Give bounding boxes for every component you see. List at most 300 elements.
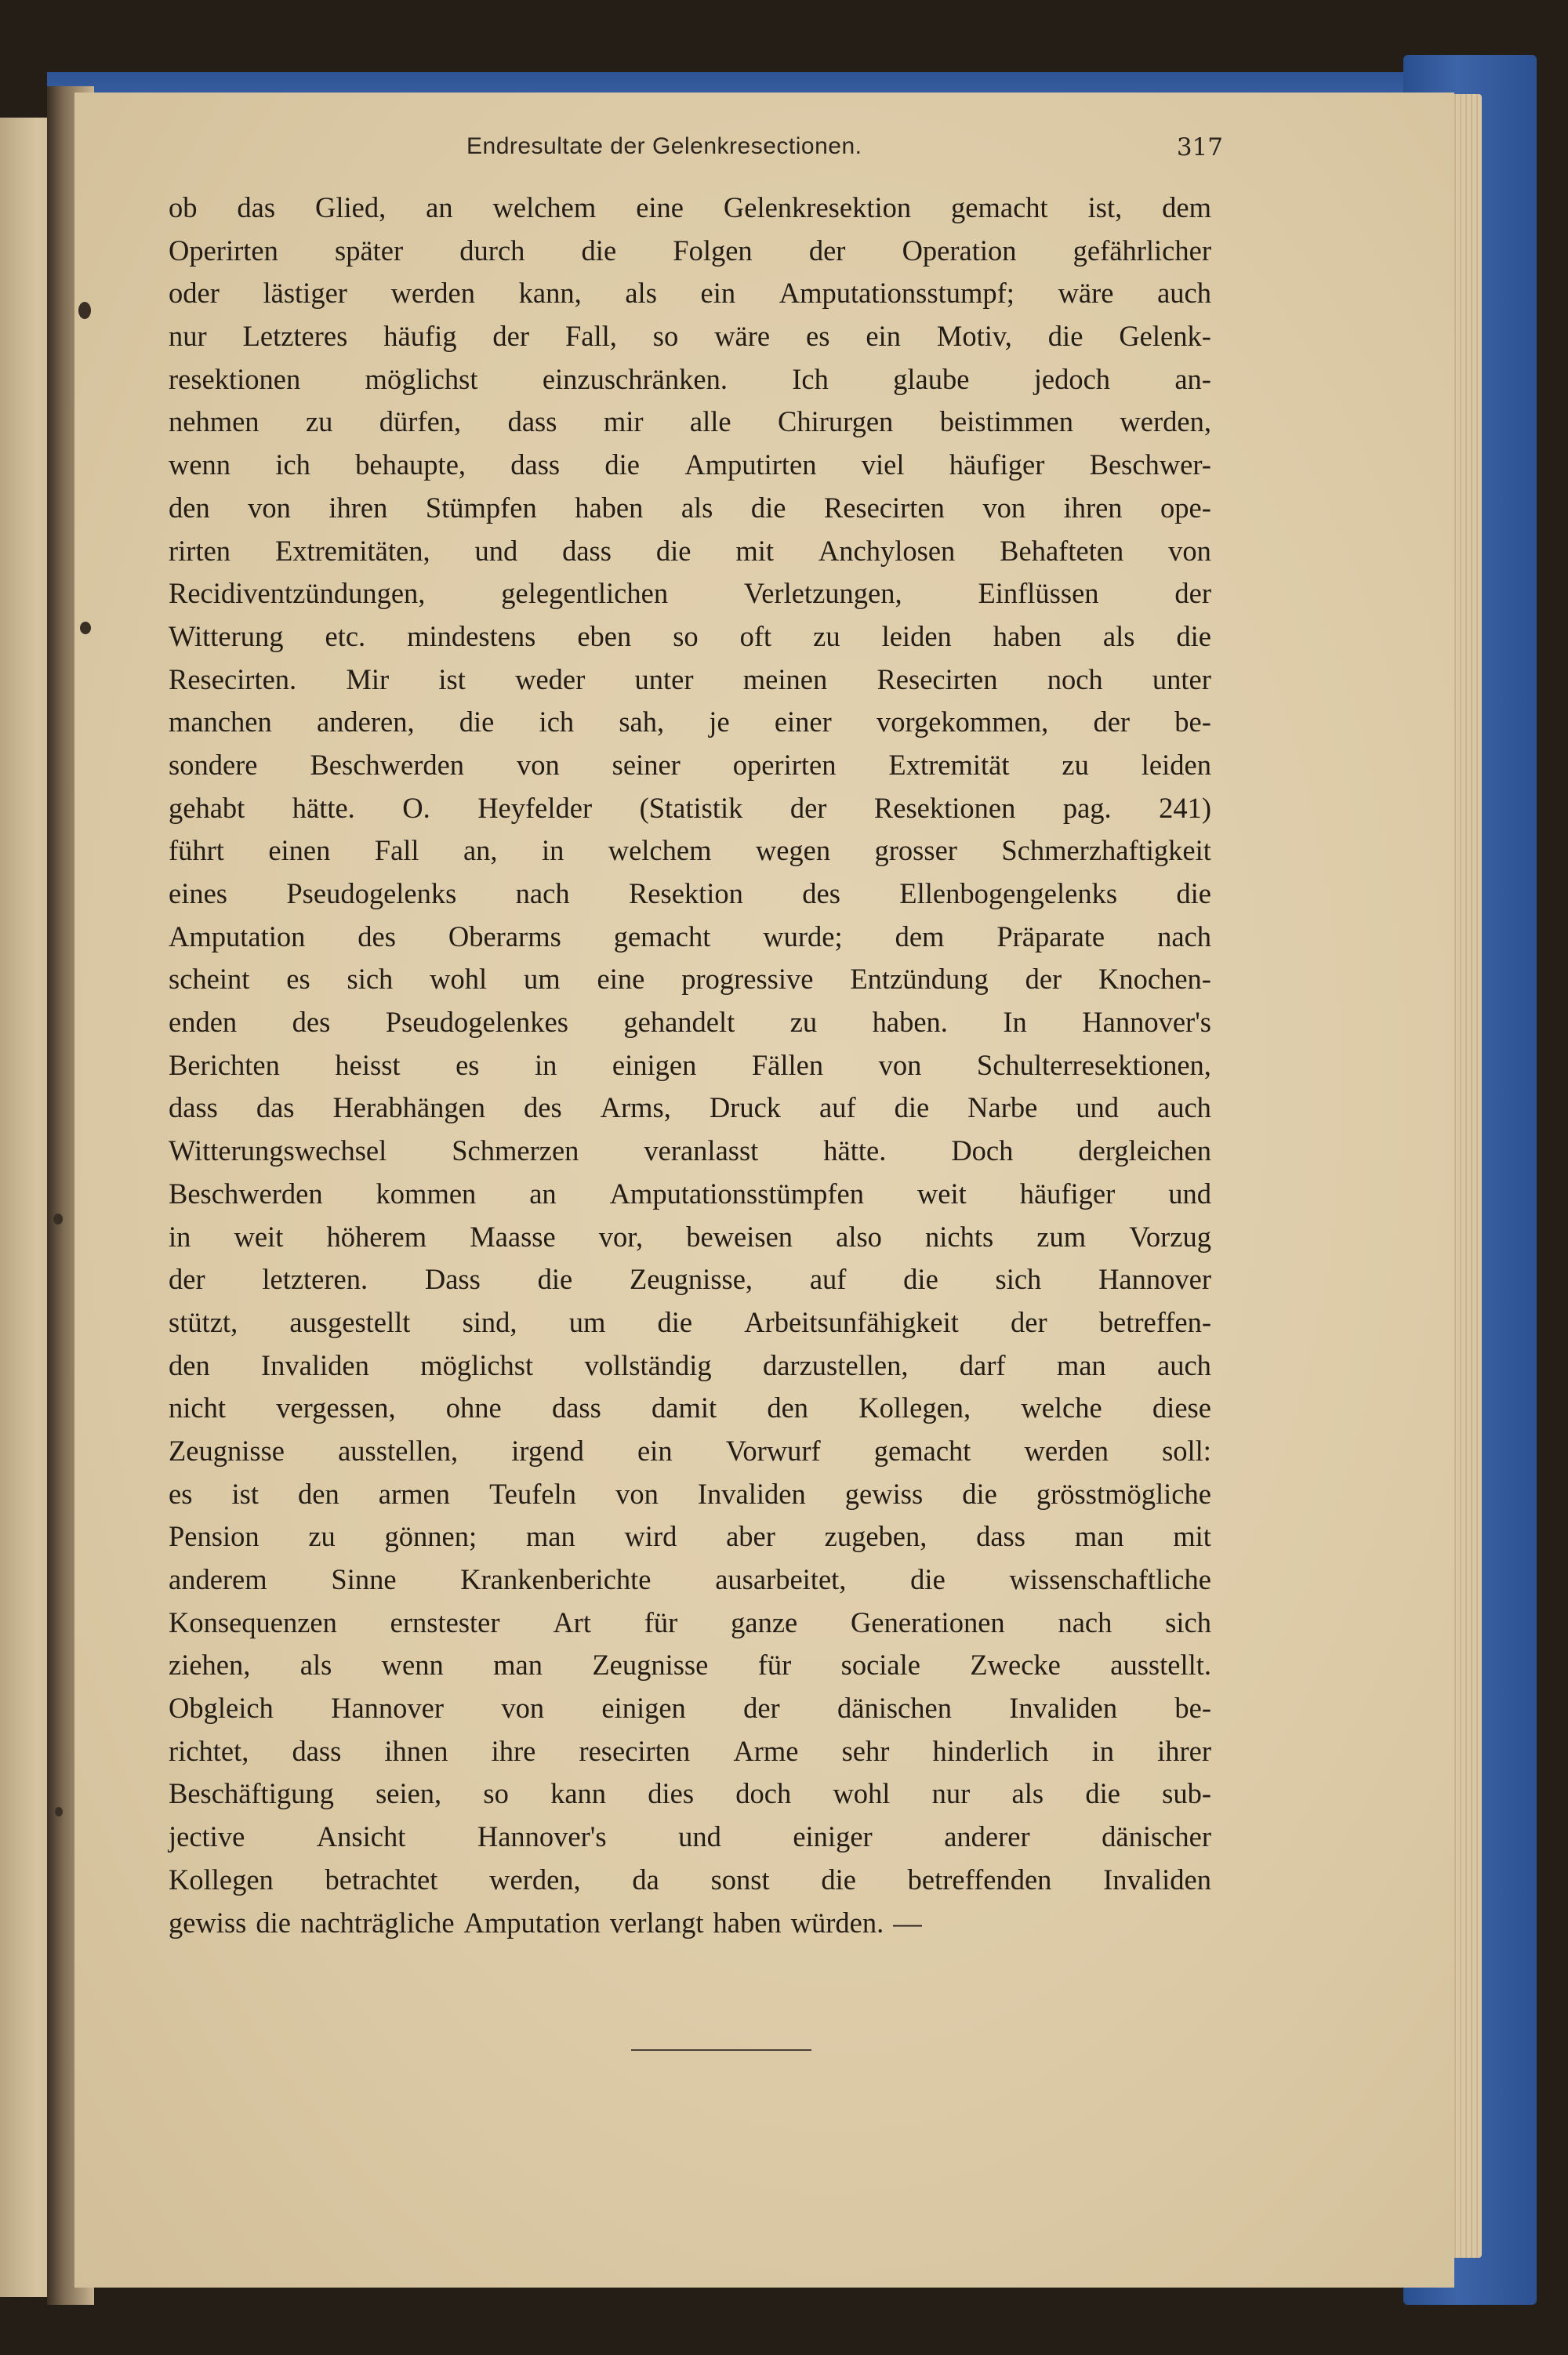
word: meinen <box>742 662 828 695</box>
text-line <box>169 1816 1211 1859</box>
word: leiden <box>1141 748 1211 781</box>
word: der <box>743 1692 780 1725</box>
word: die <box>750 491 786 524</box>
word: häufiger <box>949 448 1045 481</box>
word: sind, <box>462 1305 517 1338</box>
word: nur <box>169 320 207 353</box>
word: Arme <box>733 1734 799 1767</box>
word: zu <box>1062 748 1089 781</box>
word: gemacht <box>613 920 711 953</box>
word: rirten <box>169 534 231 567</box>
word: der <box>1174 577 1211 610</box>
word: Fall <box>374 834 419 867</box>
text-line <box>169 1087 1211 1130</box>
text-line <box>169 1559 1211 1602</box>
word: also <box>836 1220 882 1253</box>
word: die <box>821 1863 856 1896</box>
word: des <box>802 877 840 909</box>
word: würden. <box>790 1906 884 1939</box>
word: armen <box>378 1477 450 1510</box>
foxing-spot <box>80 622 91 634</box>
word: Witterung <box>169 619 284 652</box>
word: enden <box>169 1006 238 1039</box>
word: leiden <box>881 619 952 652</box>
word: wohl <box>833 1777 891 1810</box>
text-line <box>169 1130 1211 1173</box>
word: von <box>1168 534 1211 567</box>
word: ausgestellt <box>289 1305 411 1338</box>
word: des <box>358 920 396 953</box>
word: die <box>1176 619 1211 652</box>
word: mit <box>1173 1520 1211 1553</box>
word: Beschäftigung <box>169 1777 334 1810</box>
word: anderer <box>944 1820 1030 1853</box>
text-line <box>169 787 1211 830</box>
text-line <box>169 1773 1211 1816</box>
word: die <box>256 1906 291 1939</box>
word: Pension <box>169 1520 260 1553</box>
word: beistimmen <box>939 405 1074 438</box>
word: sociale <box>840 1649 920 1682</box>
word: letzteren. <box>262 1263 368 1296</box>
word: (Statistik <box>639 791 743 824</box>
word: Schulterresektionen, <box>976 1048 1211 1081</box>
word: Ich <box>792 362 829 395</box>
word: zu <box>308 1520 336 1553</box>
text-line <box>169 1216 1211 1259</box>
text-line <box>169 829 1211 873</box>
text-line <box>169 1730 1211 1773</box>
word: ist <box>231 1477 259 1510</box>
word: Gelenk- <box>1119 320 1211 353</box>
word: des <box>524 1091 562 1124</box>
word: nicht <box>169 1392 226 1424</box>
word: Knochen- <box>1098 963 1211 996</box>
word: die <box>903 1263 938 1296</box>
word: Hannover <box>331 1692 445 1725</box>
word: haben. <box>872 1006 948 1039</box>
word: wohl <box>430 963 488 996</box>
word: seien, <box>376 1777 442 1810</box>
word: Schmerzhaftigkeit <box>1001 834 1211 867</box>
text-line <box>169 1902 1211 1945</box>
word: Resecirten <box>877 662 998 695</box>
word: für <box>757 1649 792 1682</box>
word: vollständig <box>584 1348 712 1381</box>
word: die <box>537 1263 573 1296</box>
word: man <box>493 1649 543 1682</box>
word: auch <box>1157 1348 1211 1381</box>
word: den <box>169 1348 210 1381</box>
word: doch <box>735 1777 792 1810</box>
word: einzuschränken. <box>542 362 728 395</box>
word: wegen <box>755 834 831 867</box>
word: welche <box>1021 1392 1102 1424</box>
word: sub- <box>1162 1777 1211 1810</box>
word: so <box>652 320 679 353</box>
word: auch <box>1157 1091 1211 1124</box>
page-number: 317 <box>1176 133 1223 161</box>
word: Beschwerden <box>169 1177 323 1210</box>
word: Pseudogelenkes <box>385 1006 568 1039</box>
word: man <box>525 1520 575 1553</box>
word: in <box>535 1048 557 1081</box>
text-line <box>169 444 1211 487</box>
word: von <box>248 491 291 524</box>
text-line <box>169 572 1211 615</box>
word: grösstmögliche <box>1036 1477 1211 1510</box>
word: auf <box>819 1091 856 1124</box>
word: wissenschaftliche <box>1009 1563 1211 1595</box>
word: Druck <box>709 1091 782 1124</box>
word: als <box>299 1649 332 1682</box>
word: Resecirten <box>823 491 945 524</box>
text-line <box>169 358 1211 401</box>
word: Recidiventzündungen, <box>169 577 426 610</box>
word: nachträgliche <box>299 1906 455 1939</box>
word: haben <box>575 491 644 524</box>
word: gewiss <box>169 1906 247 1939</box>
text-line <box>169 1430 1211 1473</box>
word: höherem <box>326 1220 427 1253</box>
word: zum <box>1036 1220 1087 1253</box>
word: ihrer <box>1157 1734 1211 1767</box>
word: von <box>615 1477 659 1510</box>
word: betrachtet <box>325 1863 438 1896</box>
word: welchem <box>608 834 712 867</box>
word: Beschwerden <box>310 748 465 781</box>
word: darzustellen, <box>762 1348 909 1381</box>
word: und <box>1076 1091 1120 1124</box>
word: als <box>681 491 713 524</box>
word: gewiss <box>844 1477 924 1510</box>
word: um <box>568 1305 606 1338</box>
word: Glied, <box>315 191 387 223</box>
word: Operation <box>902 234 1017 267</box>
word: dass <box>562 534 612 567</box>
word: dürfen, <box>379 405 462 438</box>
word: von <box>982 491 1026 524</box>
word: Doch <box>951 1134 1014 1167</box>
word: Witterungswechsel <box>169 1134 387 1167</box>
word: unter <box>1152 662 1211 695</box>
text-line <box>169 1515 1211 1559</box>
word: des <box>292 1006 331 1039</box>
word: wird <box>624 1520 677 1553</box>
word: aber <box>726 1520 775 1553</box>
word: Chirurgen <box>777 405 894 438</box>
word: zu <box>813 619 840 652</box>
word: Operirten <box>169 234 278 267</box>
word: von <box>501 1692 545 1725</box>
word: jective <box>169 1820 245 1853</box>
word: Resecirten. <box>169 662 297 695</box>
word: unter <box>634 662 694 695</box>
text-line <box>169 744 1211 787</box>
word: und <box>474 534 518 567</box>
word: Fall, <box>564 320 617 353</box>
word: mindestens <box>407 619 536 652</box>
word: Ansicht <box>316 1820 406 1853</box>
word: sich <box>347 963 394 996</box>
word: Invaliden <box>261 1348 369 1381</box>
word: die <box>604 448 640 481</box>
word: so <box>673 619 699 652</box>
word: be- <box>1174 706 1211 738</box>
word: progressive <box>681 963 814 996</box>
word: werden <box>1024 1434 1109 1467</box>
word: stützt, <box>169 1305 238 1338</box>
word: Hannover <box>1098 1263 1211 1296</box>
word: Herabhängen <box>332 1091 486 1124</box>
word: Konsequenzen <box>169 1606 337 1638</box>
running-title: Endresultate der Gelenkresectionen. <box>466 133 862 159</box>
word: der <box>1011 1305 1047 1338</box>
word: Amputirten <box>684 448 817 481</box>
word: gefährlicher <box>1073 234 1211 267</box>
foxing-spot <box>55 1807 63 1816</box>
word: Invaliden <box>1103 1863 1211 1896</box>
text-line <box>169 1687 1211 1730</box>
word: Ellenbogengelenks <box>899 877 1118 909</box>
text-line <box>169 1859 1211 1902</box>
word: wäre <box>714 320 771 353</box>
word: O. <box>402 791 430 824</box>
word: der <box>492 320 530 353</box>
word: Stümpfen <box>425 491 537 524</box>
word: die <box>581 234 617 267</box>
word: Extremität <box>888 748 1010 781</box>
word: durch <box>459 234 525 267</box>
word: Hannover's <box>1082 1006 1211 1039</box>
word: nehmen <box>169 405 260 438</box>
word: mit <box>735 534 775 567</box>
word: sehr <box>841 1734 890 1767</box>
word: eben <box>577 619 632 652</box>
word: Beschwer- <box>1089 448 1211 481</box>
word: der <box>1093 706 1131 738</box>
text-line <box>169 873 1211 916</box>
word: ein <box>637 1434 673 1467</box>
text-line <box>169 1387 1211 1430</box>
word: als <box>1011 1777 1044 1810</box>
word: Mir <box>346 662 390 695</box>
word: Resektionen <box>873 791 1016 824</box>
word: als <box>1102 619 1135 652</box>
word: der <box>169 1263 205 1296</box>
text-line <box>169 487 1211 530</box>
word: an, <box>463 834 498 867</box>
word: wäre <box>1058 277 1114 310</box>
word: in <box>169 1220 191 1253</box>
word: zu <box>789 1006 818 1039</box>
word: Zeugnisse, <box>629 1263 753 1296</box>
word: ob <box>169 191 198 223</box>
word: Schmerzen <box>452 1134 579 1167</box>
text-line <box>169 615 1211 659</box>
word: Generationen <box>851 1606 1005 1638</box>
text-line <box>169 1602 1211 1645</box>
word: um <box>524 963 561 996</box>
word: dem <box>895 920 945 953</box>
word: Zeugnisse <box>592 1649 709 1682</box>
word: Motiv, <box>936 320 1012 353</box>
word: einigen <box>601 1692 686 1725</box>
word: der <box>789 791 827 824</box>
word: und <box>678 1820 721 1853</box>
word: glaube <box>893 362 970 395</box>
word: der <box>1025 963 1062 996</box>
word: beweisen <box>686 1220 793 1253</box>
word: haben <box>993 619 1062 652</box>
word: Arms, <box>600 1091 671 1124</box>
text-line <box>169 401 1211 444</box>
word: dass <box>976 1520 1025 1553</box>
word: ausstellt. <box>1110 1649 1211 1682</box>
word: gelegentlichen <box>501 577 669 610</box>
word: nach <box>515 877 570 909</box>
word: ohne <box>445 1392 502 1424</box>
word: irgend <box>511 1434 584 1467</box>
word: führt <box>169 834 224 867</box>
word: ihren <box>1063 491 1123 524</box>
word: ihre <box>491 1734 536 1767</box>
word: hinderlich <box>932 1734 1049 1767</box>
word: Oberarms <box>448 920 561 953</box>
word: von <box>516 748 560 781</box>
word: Art <box>553 1606 591 1638</box>
word: dies <box>648 1777 695 1810</box>
word: diese <box>1152 1392 1211 1424</box>
word: ist <box>438 662 466 695</box>
word: später <box>335 234 404 267</box>
word: die <box>459 706 495 738</box>
word: sich <box>995 1263 1042 1296</box>
word: Folgen <box>673 234 753 267</box>
word: die <box>1176 877 1211 909</box>
word: dass <box>551 1392 601 1424</box>
word: Zeugnisse <box>169 1434 285 1467</box>
text-line <box>169 1258 1211 1301</box>
word: Amputationsstumpf; <box>779 277 1014 310</box>
word: gemacht <box>951 191 1048 223</box>
word: be- <box>1174 1692 1211 1725</box>
text-line <box>169 230 1211 273</box>
word: die <box>962 1477 997 1510</box>
word: dänischen <box>837 1692 952 1725</box>
word: ausarbeitet, <box>715 1563 847 1595</box>
word: vergessen, <box>276 1392 396 1424</box>
word: werden, <box>1120 405 1211 438</box>
word: kommen <box>376 1177 477 1210</box>
word: Heyfelder <box>477 791 593 824</box>
word: operirten <box>732 748 837 781</box>
word: Amputationsstümpfen <box>609 1177 864 1210</box>
page-header <box>396 133 1239 180</box>
word: einen <box>268 834 331 867</box>
word: eines <box>169 877 227 909</box>
word: ernstester <box>390 1606 500 1638</box>
word: an <box>529 1177 557 1210</box>
word: Arbeitsunfähigkeit <box>744 1305 959 1338</box>
word: und <box>1168 1177 1211 1210</box>
word: in <box>541 834 564 867</box>
word: mir <box>603 405 644 438</box>
word: möglichst <box>420 1348 534 1381</box>
word: hätte. <box>823 1134 887 1167</box>
word: pag. <box>1062 791 1112 824</box>
word: wenn <box>381 1649 444 1682</box>
word: — <box>893 1906 922 1939</box>
word: oft <box>739 619 772 652</box>
word: Teufeln <box>489 1477 577 1510</box>
word: den <box>169 491 210 524</box>
word: gemacht <box>873 1434 971 1467</box>
foxing-spot <box>78 302 91 319</box>
word: Invaliden <box>697 1477 806 1510</box>
word: auch <box>1157 277 1211 310</box>
text-line <box>169 315 1211 358</box>
word: es <box>806 320 830 353</box>
word: die <box>657 1305 693 1338</box>
word: nach <box>1157 920 1211 953</box>
word: scheint <box>169 963 250 996</box>
word: viel <box>861 448 905 481</box>
word: die <box>655 534 691 567</box>
word: die <box>1047 320 1083 353</box>
text-line <box>169 1473 1211 1516</box>
word: man <box>1074 1520 1124 1553</box>
word: vor, <box>598 1220 644 1253</box>
word: dänischer <box>1102 1820 1211 1853</box>
word: so <box>483 1777 509 1810</box>
body-text <box>169 187 1211 2052</box>
word: manchen <box>169 706 272 738</box>
word: behaupte, <box>355 448 466 481</box>
text-line <box>169 1001 1211 1044</box>
word: in <box>1091 1734 1114 1767</box>
word: gönnen; <box>384 1520 477 1553</box>
word: häufiger <box>1019 1177 1116 1210</box>
word: wenn <box>169 448 231 481</box>
word: kann <box>550 1777 607 1810</box>
word: dem <box>1162 191 1211 223</box>
word: Berichten <box>169 1048 280 1081</box>
word: Verletzungen, <box>743 577 902 610</box>
word: sonst <box>710 1863 770 1896</box>
word: soll: <box>1162 1434 1211 1467</box>
word: weder <box>515 662 586 695</box>
word: Pseudogelenks <box>286 877 457 909</box>
word: an <box>426 191 453 223</box>
word: an- <box>1174 362 1211 395</box>
word: seiner <box>612 748 681 781</box>
word: Entzündung <box>850 963 989 996</box>
word: sondere <box>169 748 258 781</box>
word: Dass <box>424 1263 481 1296</box>
word: weit <box>234 1220 284 1253</box>
word: den <box>767 1392 809 1424</box>
text-line <box>169 701 1211 744</box>
word: Gelenkresektion <box>723 191 912 223</box>
word: resektionen <box>169 362 301 395</box>
word: ganze <box>731 1606 798 1638</box>
word: Krankenberichte <box>460 1563 652 1595</box>
word: Zwecke <box>970 1649 1061 1682</box>
text-line <box>169 958 1211 1001</box>
word: In <box>1003 1006 1027 1039</box>
word: welchem <box>492 191 597 223</box>
